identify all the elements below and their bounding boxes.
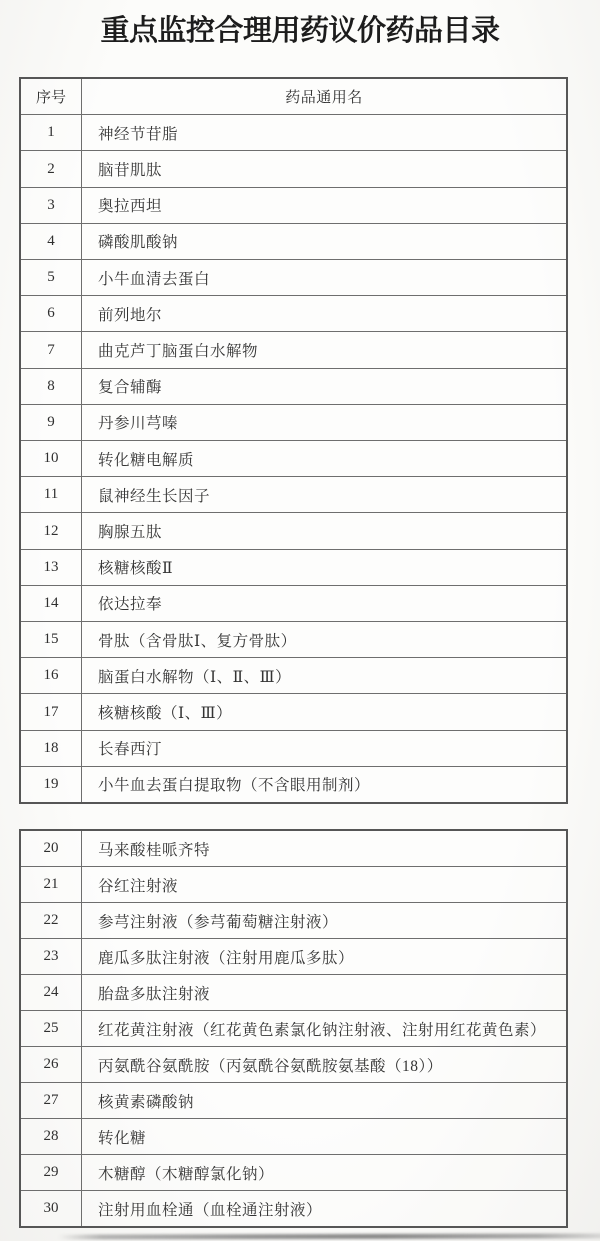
table-row xyxy=(21,867,566,903)
drug-name-cell: 转化糖电解质 xyxy=(98,451,195,469)
row-number-cell: 24 xyxy=(21,975,82,1010)
row-number-cell: 6 xyxy=(21,296,82,331)
row-number-cell: 21 xyxy=(21,867,82,902)
drug-name-cell: 脑苷肌肽 xyxy=(98,162,163,179)
drug-name-cell: 参芎注射液（参芎葡萄糖注射液） xyxy=(98,913,339,931)
row-number-cell: 18 xyxy=(21,731,82,766)
drug-name-cell: 前列地尔 xyxy=(98,306,163,324)
drug-name-cell: 转化糖 xyxy=(98,1129,147,1147)
row-number-cell: 12 xyxy=(21,513,82,548)
table-row xyxy=(21,731,566,767)
row-number-cell: 4 xyxy=(21,224,82,259)
drug-table-2 xyxy=(19,829,568,1228)
table-row xyxy=(21,1011,566,1047)
scan-artifact-smudge xyxy=(58,1233,600,1239)
page-title: 重点监控合理用药议价药品目录 xyxy=(100,13,500,47)
table-row xyxy=(21,1083,566,1119)
drug-name-cell: 鹿瓜多肽注射液（注射用鹿瓜多肽） xyxy=(98,949,355,967)
drug-name-cell: 核黄素磷酸钠 xyxy=(98,1093,195,1111)
row-number-cell: 27 xyxy=(21,1083,82,1118)
table-row xyxy=(21,939,566,975)
table-row xyxy=(21,658,566,694)
row-number-cell: 20 xyxy=(21,831,82,866)
row-number-cell: 29 xyxy=(21,1155,82,1190)
drug-name-cell: 小牛血清去蛋白 xyxy=(98,270,211,288)
drug-name-cell: 木糖醇（木糖醇氯化钠） xyxy=(98,1165,275,1183)
drug-table-1 xyxy=(19,77,568,804)
table-row xyxy=(21,1119,566,1155)
column-header-drug-name: 药品通用名 xyxy=(285,90,363,107)
drug-name-cell: 丹参川芎嗪 xyxy=(98,415,179,433)
table-row xyxy=(21,296,566,332)
row-number-cell: 2 xyxy=(21,151,82,186)
table-row xyxy=(21,975,566,1011)
drug-name-cell: 红花黄注射液（红花黄色素氯化钠注射液、注射用红花黄色素） xyxy=(98,1021,547,1039)
table-row xyxy=(21,151,566,187)
drug-name-cell: 依达拉奉 xyxy=(98,596,163,614)
drug-name-cell: 丙氨酰谷氨酰胺（丙氨酰谷氨酰胺氨基酸（18）） xyxy=(98,1057,443,1075)
table-row xyxy=(21,831,566,867)
row-number-cell: 15 xyxy=(21,622,82,657)
drug-name-cell: 复合辅酶 xyxy=(98,379,163,397)
drug-name-cell: 神经节苷脂 xyxy=(98,125,179,143)
row-number-cell: 14 xyxy=(21,586,82,621)
drug-name-cell: 奥拉西坦 xyxy=(98,198,163,216)
drug-name-cell: 磷酸肌酸钠 xyxy=(98,234,179,252)
drug-name-cell: 核糖核酸（Ⅰ、Ⅲ） xyxy=(98,705,233,723)
table-row xyxy=(21,1047,566,1083)
table-row xyxy=(21,224,566,260)
row-number-cell: 22 xyxy=(21,903,82,938)
drug-name-cell: 小牛血去蛋白提取物（不含眼用制剂） xyxy=(98,777,371,795)
row-number-cell: 17 xyxy=(21,694,82,729)
row-number-cell: 23 xyxy=(21,939,82,974)
table-row xyxy=(21,369,566,405)
row-number-cell: 16 xyxy=(21,658,82,693)
drug-name-cell: 长春西汀 xyxy=(98,741,163,759)
table-row xyxy=(21,332,566,368)
drug-name-cell: 核糖核酸Ⅱ xyxy=(98,560,174,578)
table-row xyxy=(21,550,566,586)
table-row xyxy=(21,513,566,549)
table-row xyxy=(21,188,566,224)
row-number-cell: 1 xyxy=(21,115,82,150)
row-number-cell: 26 xyxy=(21,1047,82,1082)
table-row xyxy=(21,694,566,730)
row-number-cell: 5 xyxy=(21,260,82,295)
table-row xyxy=(21,477,566,513)
row-number-cell: 19 xyxy=(21,767,82,802)
table-row xyxy=(21,260,566,296)
drug-name-cell: 马来酸桂哌齐特 xyxy=(98,841,211,859)
column-header-serial: 序号 xyxy=(21,79,82,114)
row-number-cell: 30 xyxy=(21,1191,82,1226)
row-number-cell: 25 xyxy=(21,1011,82,1046)
row-number-cell: 13 xyxy=(21,550,82,585)
row-number-cell: 28 xyxy=(21,1119,82,1154)
drug-name-cell: 鼠神经生长因子 xyxy=(98,487,211,505)
table-row xyxy=(21,586,566,622)
drug-name-cell: 谷红注射液 xyxy=(98,877,179,895)
row-number-cell: 3 xyxy=(21,188,82,223)
drug-name-cell: 骨肽（含骨肽Ⅰ、复方骨肽） xyxy=(98,632,297,650)
table-row xyxy=(21,115,566,151)
table-row xyxy=(21,1155,566,1191)
row-number-cell: 8 xyxy=(21,369,82,404)
row-number-cell: 10 xyxy=(21,441,82,476)
drug-name-cell: 胎盘多肽注射液 xyxy=(98,985,211,1003)
table-row xyxy=(21,1191,566,1226)
drug-name-cell: 脑蛋白水解物（Ⅰ、Ⅱ、Ⅲ） xyxy=(98,668,292,686)
drug-name-cell: 注射用血栓通（血栓通注射液） xyxy=(98,1201,323,1219)
row-number-cell: 9 xyxy=(21,405,82,440)
table-row xyxy=(21,622,566,658)
row-number-cell: 11 xyxy=(21,477,82,512)
drug-name-cell: 曲克芦丁脑蛋白水解物 xyxy=(98,343,259,361)
drug-name-cell: 胸腺五肽 xyxy=(98,524,163,542)
table-row xyxy=(21,767,566,802)
table-header-row xyxy=(21,79,566,115)
row-number-cell: 7 xyxy=(21,332,82,367)
table-row xyxy=(21,405,566,441)
table-row xyxy=(21,441,566,477)
table-row xyxy=(21,903,566,939)
